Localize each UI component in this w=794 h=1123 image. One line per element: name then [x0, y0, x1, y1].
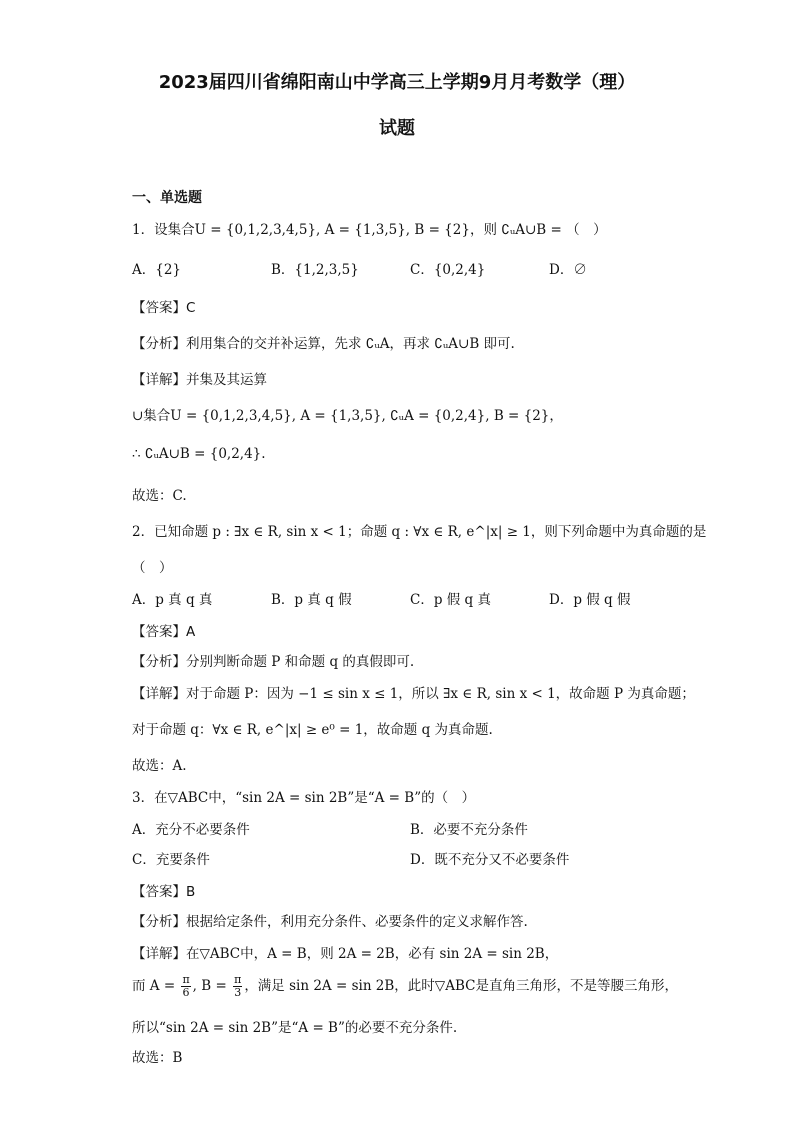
- fraction-denominator: 3: [234, 986, 242, 999]
- q3-option-b: B．必要不充分条件: [410, 822, 528, 838]
- q1-option-b: B．{1,2,3,5}: [271, 262, 359, 278]
- fraction-pi-over-6: [181, 974, 190, 999]
- q3-stem: 3．在▽ABC中，“sin 2A = sin 2B”是“A = B”的（ ）: [132, 790, 476, 806]
- q1-choose: 故选：C.: [132, 488, 187, 504]
- q3-detail-line2-part2: , B =: [192, 978, 232, 994]
- fraction-numerator: π: [182, 973, 190, 986]
- q3-option-a: A．充分不必要条件: [132, 822, 250, 838]
- q2-option-c: C．p 假 q 真: [410, 592, 491, 608]
- q2-option-b: B．p 真 q 假: [271, 592, 352, 608]
- q3-detail-line3: 所以“sin 2A = sin 2B”是“A = B”的必要不充分条件.: [132, 1020, 458, 1036]
- q1-analysis: 【分析】利用集合的交并补运算，先求 ∁ᵤA，再求 ∁ᵤA∪B 即可.: [132, 336, 515, 352]
- fraction-numerator: π: [234, 973, 242, 986]
- q2-detail-line1: 【详解】对于命题 P：因为 −1 ≤ sin x ≤ 1，所以 ∃x ∈ R, sin x < 1，故命题 P 为真命题；: [132, 686, 695, 702]
- page-title: 2023届四川省绵阳南山中学高三上学期9月月考数学（理）: [158, 72, 636, 93]
- page-title-line2: 试题: [379, 118, 415, 139]
- q3-choose: 故选：B: [132, 1050, 183, 1066]
- q1-detail-line1: ∪集合U = {0,1,2,3,4,5}, A = {1,3,5}, ∁ᵤA = {0,2,4}, B = {2}，: [132, 408, 563, 424]
- q2-paren: （ ）: [132, 560, 173, 576]
- fraction-pi-over-3: [233, 974, 242, 999]
- q3-detail-line2-part1: 而 A =: [132, 978, 180, 994]
- fraction-denominator: 6: [182, 986, 190, 999]
- q2-option-d: D．p 假 q 假: [549, 592, 631, 608]
- q3-detail-line2-part3: ，满足 sin 2A = sin 2B，此时▽ABC是直角三角形，不是等腰三角形，: [244, 978, 678, 994]
- q1-option-c: C．{0,2,4}: [410, 262, 486, 278]
- q1-answer: 【答案】C: [132, 300, 196, 316]
- q3-detail-line1: 【详解】在▽ABC中，A = B，则 2A = 2B，必有 sin 2A = sin 2B，: [132, 946, 559, 962]
- section-heading: 一、单选题: [132, 190, 202, 206]
- q2-detail-line2: 对于命题 q：∀x ∈ R, e^|x| ≥ e⁰ = 1，故命题 q 为真命题.: [132, 722, 493, 738]
- q1-detail-heading: 【详解】并集及其运算: [132, 372, 267, 388]
- q1-option-a: A．{2}: [132, 262, 182, 278]
- q3-option-c: C．充要条件: [132, 852, 210, 868]
- q1-detail-line2: ∴ ∁ᵤA∪B = {0,2,4}.: [132, 446, 266, 462]
- q2-answer: 【答案】A: [132, 624, 196, 640]
- q3-detail-line2: [132, 974, 678, 999]
- q2-analysis: 【分析】分别判断命题 P 和命题 q 的真假即可.: [132, 654, 415, 670]
- q3-answer: 【答案】B: [132, 884, 196, 900]
- q2-stem: 2．已知命题 p : ∃x ∈ R, sin x < 1；命题 q : ∀x ∈ R, e^|x| ≥ 1，则下列命题中为真命题的是: [132, 524, 707, 540]
- q1-stem: 1．设集合U = {0,1,2,3,4,5}, A = {1,3,5}, B = {2}，则 ∁ᵤA∪B = （ ）: [132, 222, 607, 238]
- q2-choose: 故选：A.: [132, 758, 187, 774]
- q3-option-d: D．既不充分又不必要条件: [410, 852, 570, 868]
- q1-option-d: D．∅: [549, 262, 587, 278]
- q3-analysis: 【分析】根据给定条件，利用充分条件、必要条件的定义求解作答.: [132, 914, 528, 930]
- q2-option-a: A．p 真 q 真: [132, 592, 213, 608]
